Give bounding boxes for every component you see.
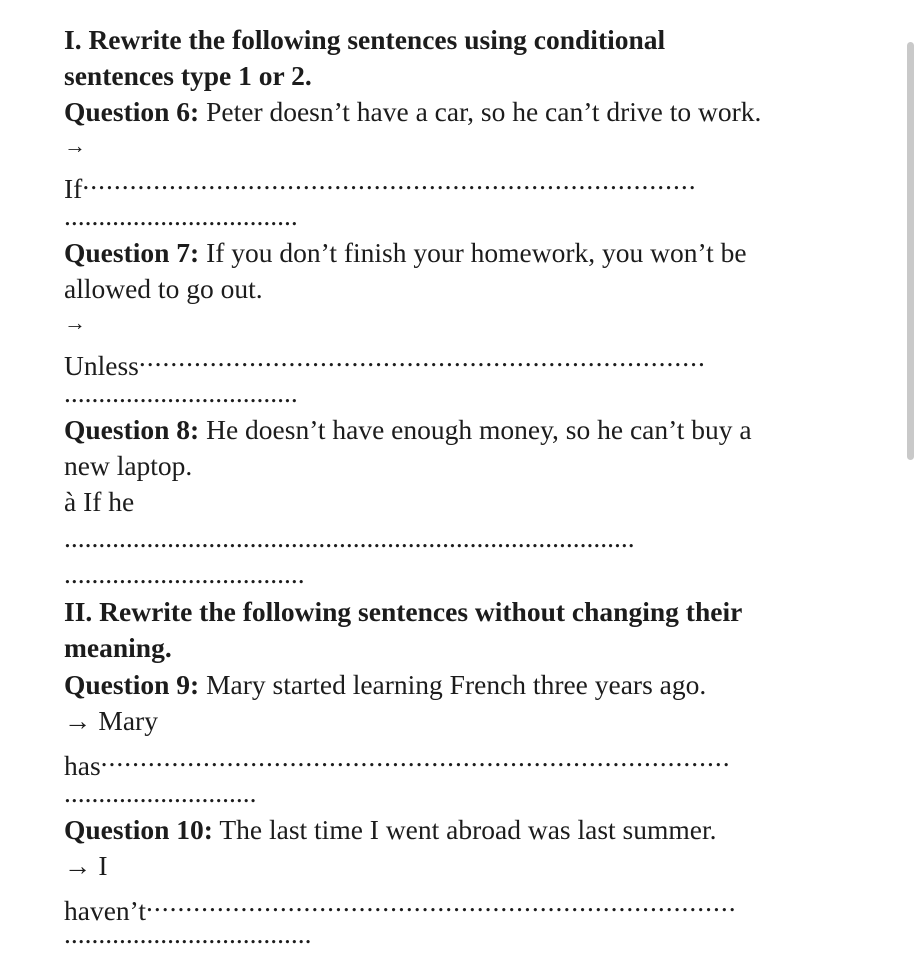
section2-heading-line1: II. Rewrite the following sentences without changing their xyxy=(64,596,743,627)
question-6-answer-line-2[interactable]: .................................. xyxy=(64,200,298,231)
question-9-label: Question 9: xyxy=(64,669,200,700)
question-8-text-line1: He doesn’t have enough money, so he can’t buy a xyxy=(199,414,752,445)
question-6 xyxy=(64,94,859,130)
question-8-label: Question 8: xyxy=(64,414,200,445)
question-8 xyxy=(64,412,859,448)
question-7-label: Question 7: xyxy=(64,237,200,268)
question-9-text: Mary started learning French three years ago. xyxy=(199,669,707,700)
question-10-answer-line-2[interactable]: .................................... xyxy=(64,918,312,949)
question-9-answer-line-2[interactable]: ............................ xyxy=(64,777,257,808)
question-7-text-line2: allowed to go out. xyxy=(64,273,263,304)
question-10-answer-line[interactable]: ........................................................................... xyxy=(145,886,737,917)
question-6-text: Peter doesn’t have a car, so he can’t drive to work. xyxy=(199,96,762,127)
question-6-label: Question 6: xyxy=(64,96,200,127)
question-8-answer-line-2[interactable]: ................................... xyxy=(64,558,305,589)
question-9 xyxy=(64,667,859,703)
question-8-text-line2: new laptop. xyxy=(64,450,193,481)
question-10 xyxy=(64,812,859,848)
question-6-prompt: If xyxy=(64,173,83,204)
question-7-prompt: Unless xyxy=(64,350,139,381)
question-10-label: Question 10: xyxy=(64,814,213,845)
section1-heading-line2: sentences type 1 or 2. xyxy=(64,60,312,91)
question-8-prompt: à If he xyxy=(64,486,135,517)
question-7-arrow: → xyxy=(64,310,86,335)
question-7-answer-line-2[interactable]: .................................. xyxy=(64,377,298,408)
section1-heading-line1: I. Rewrite the following sentences using conditional xyxy=(64,24,666,55)
question-10-text: The last time I went abroad was last summer. xyxy=(212,814,717,845)
question-9-prompt-line2: has xyxy=(64,750,101,781)
question-9-prompt-line1: → Mary xyxy=(64,705,158,736)
question-6-arrow: → xyxy=(64,133,86,158)
section2-heading-line2: meaning. xyxy=(64,632,172,663)
question-8-answer-line[interactable]: ................................................................................... xyxy=(64,522,635,553)
vertical-scrollbar[interactable] xyxy=(907,42,914,460)
question-10-prompt-line1: → I xyxy=(64,850,108,881)
question-7 xyxy=(64,235,859,271)
question-10-prompt-line2: haven’t xyxy=(64,895,146,926)
question-9-answer-line[interactable]: ................................................................................ xyxy=(100,741,731,772)
question-6-answer-line[interactable]: .............................................................................. xyxy=(82,164,697,195)
question-7-text-line1: If you don’t finish your homework, you won’t be xyxy=(199,237,747,268)
question-7-answer-line[interactable]: ........................................................................ xyxy=(138,341,706,372)
